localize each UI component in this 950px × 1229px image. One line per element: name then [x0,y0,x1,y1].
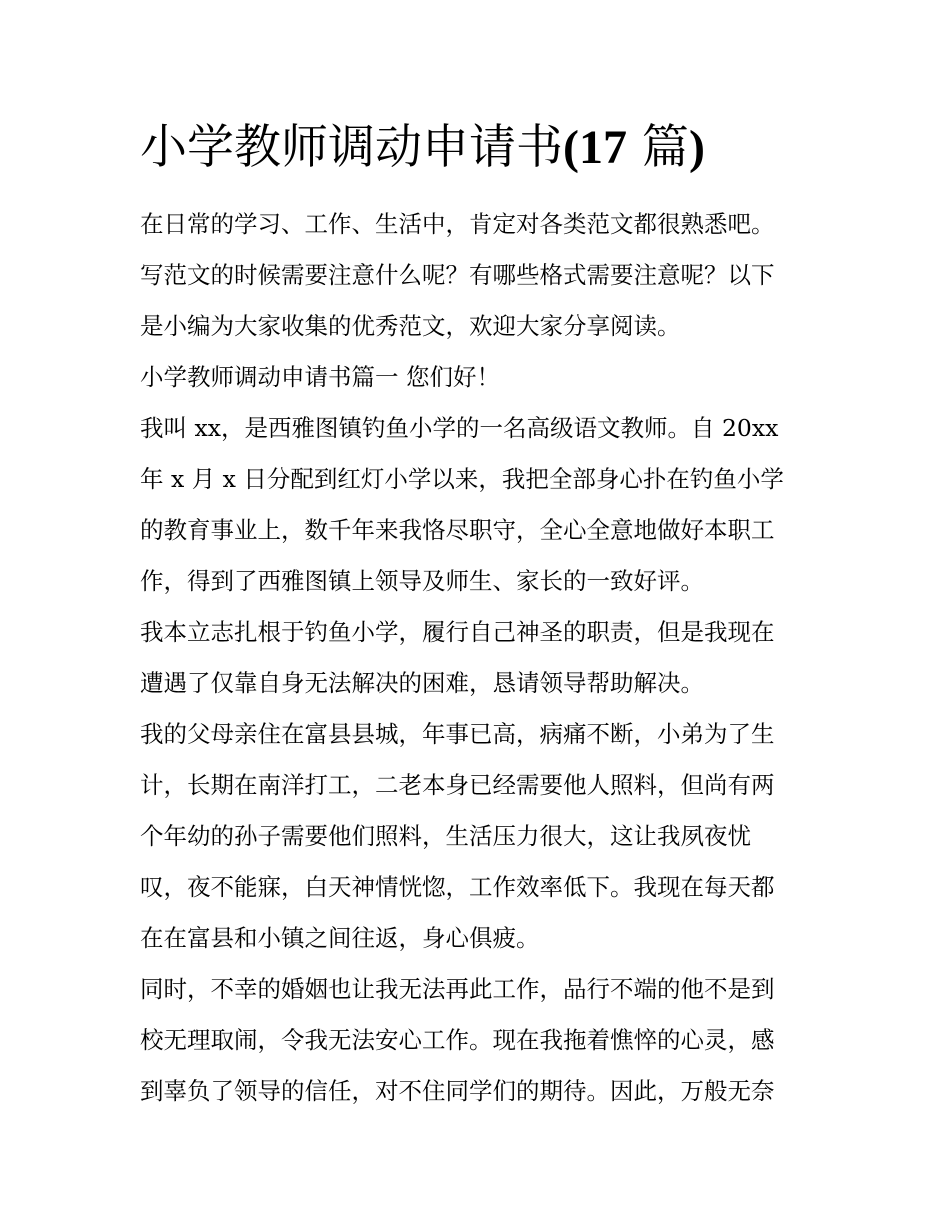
title-text: 小学教师调动申请书 [140,120,563,175]
page-title [140,112,840,184]
body-line: 同时，不幸的婚姻也让我无法再此工作，品行不端的他不是到 [140,975,775,1003]
body-line: 在在富县和小镇之间往返，身心俱疲。 [140,924,540,952]
body-line: 在日常的学习、工作、生活中，肯定对各类范文都很熟悉吧。 [140,210,775,238]
body-line: 小学教师调动申请书篇一 您们好！ [140,363,500,391]
body-line: 年 x 月 x 日分配到红灯小学以来，我把全部身心扑在钓鱼小学 [140,465,784,493]
body-line: 的教育事业上，数千年来我恪尽职守，全心全意地做好本职工 [140,516,775,544]
body-line: 作，得到了西雅图镇上领导及师生、家长的一致好评。 [140,567,704,595]
body-line: 计，长期在南洋打工，二老本身已经需要他人照料，但尚有两 [140,771,775,799]
body-line: 校无理取闹，令我无法安心工作。现在我拖着憔悴的心灵，感 [140,1026,775,1054]
title-paren-open: ( [563,121,579,174]
body-line: 我叫 xx，是西雅图镇钓鱼小学的一名高级语文教师。自 20xx [140,414,779,442]
body-line: 到辜负了领导的信任，对不住同学们的期待。因此，万般无奈 [140,1077,775,1105]
document-body [140,199,820,1117]
title-count: 17 [578,121,627,174]
title-paren-close: ) [688,121,705,174]
body-line: 遭遇了仅靠自身无法解决的困难，恳请领导帮助解决。 [140,669,704,697]
body-line: 写范文的时候需要注意什么呢？有哪些格式需要注意呢？以下 [140,261,775,289]
body-line: 个年幼的孙子需要他们照料，生活压力很大，这让我夙夜忧 [140,822,751,850]
body-line: 我本立志扎根于钓鱼小学，履行自己神圣的职责，但是我现在 [140,618,775,646]
title-suffix: 篇 [626,120,689,175]
body-line: 我的父母亲住在富县县城，年事已高，病痛不断，小弟为了生 [140,720,775,748]
body-line: 是小编为大家收集的优秀范文，欢迎大家分享阅读。 [140,312,681,340]
body-line: 叹，夜不能寐，白天神情恍惚，工作效率低下。我现在每天都 [140,873,775,901]
